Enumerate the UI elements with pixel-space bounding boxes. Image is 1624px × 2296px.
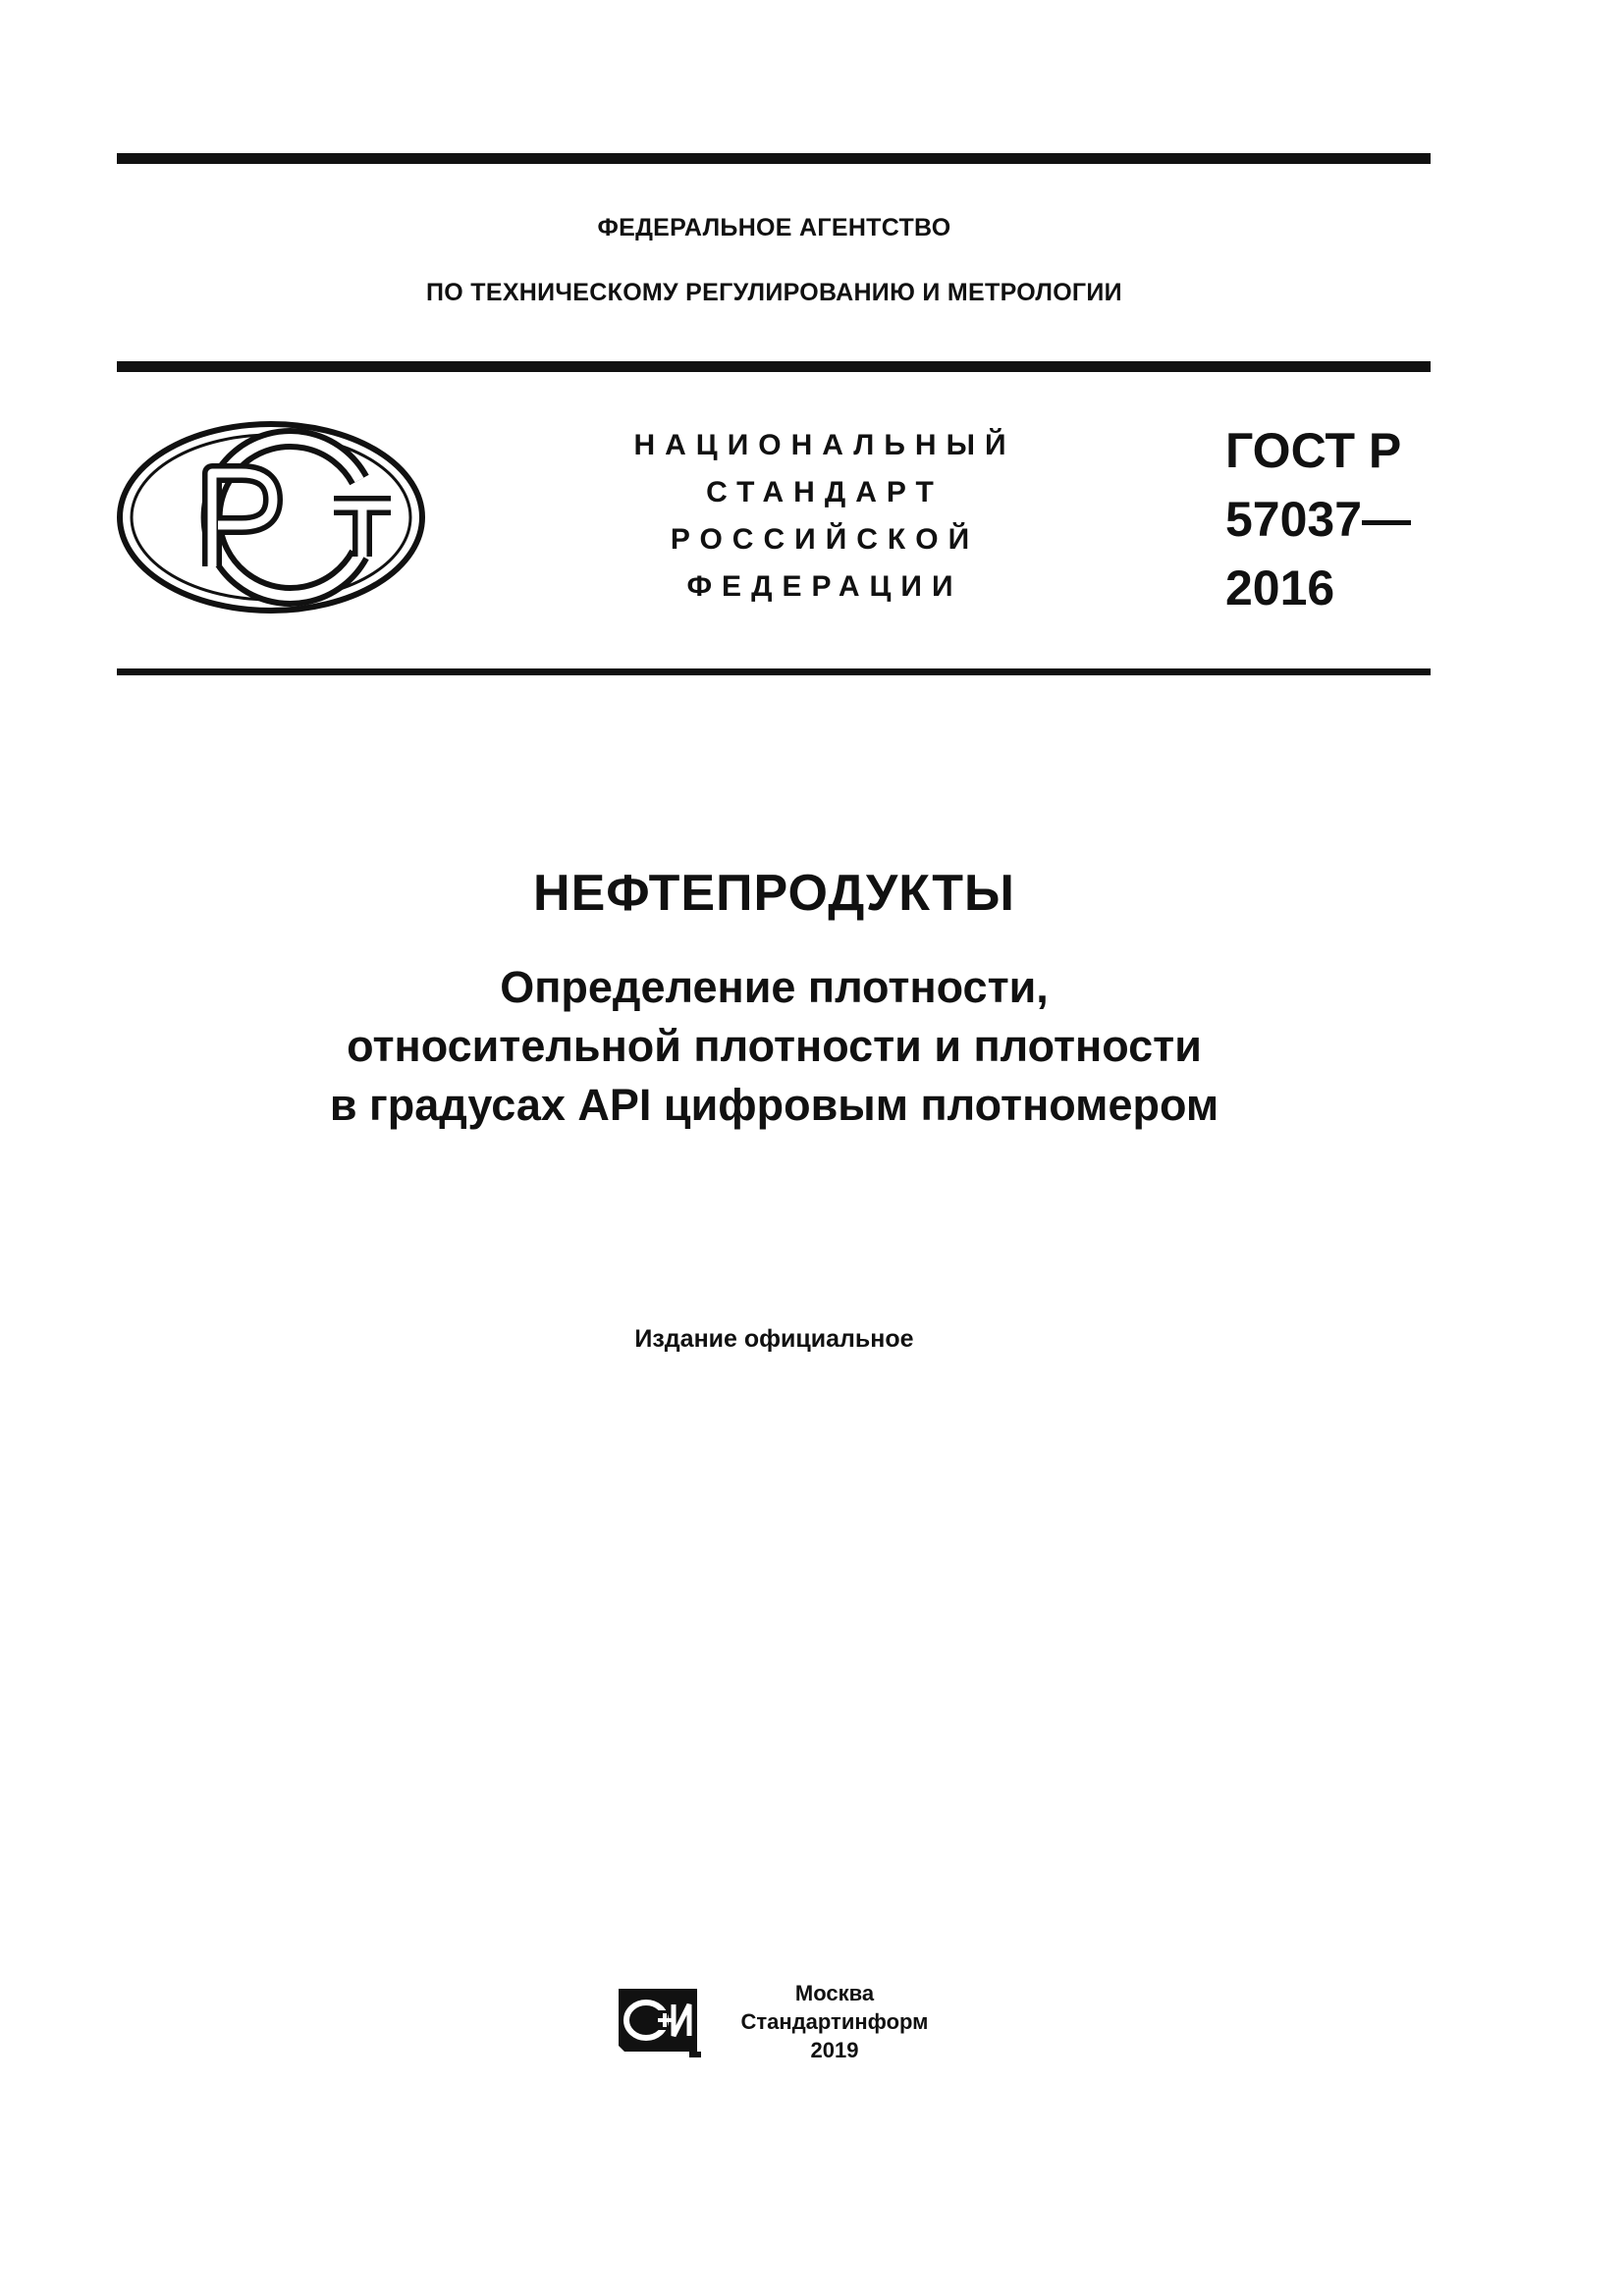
header-divider (117, 361, 1431, 372)
edition-note: Издание официальное (634, 1325, 914, 1353)
designation-line: РОССИЙСКОЙ (670, 523, 980, 556)
designation-line: НАЦИОНАЛЬНЫЙ (633, 429, 1016, 461)
subtitle-line: в градусах API цифровым плотномером (329, 1080, 1219, 1130)
document-subtitle (0, 958, 1548, 1135)
standartinform-logo-icon (611, 1983, 705, 2059)
subtitle-line: Определение плотности, (500, 962, 1049, 1012)
gost-number (1225, 416, 1411, 622)
rst-certification-logo-icon (116, 419, 426, 615)
designation-line: СТАНДАРТ (706, 476, 944, 508)
gost-year: 2016 (1225, 561, 1335, 615)
imprint-year: 2019 (810, 2038, 859, 2062)
standard-designation (550, 422, 1100, 611)
imprint-city: Москва (794, 1981, 875, 2005)
gost-code: 57037— (1225, 492, 1412, 547)
agency-name-line2: ПО ТЕХНИЧЕСКОМУ РЕГУЛИРОВАНИЮ И МЕТРОЛОГИИ (426, 279, 1122, 306)
imprint (727, 1979, 943, 2064)
imprint-publisher: Стандартинформ (740, 2009, 929, 2034)
designation-line: ФЕДЕРАЦИИ (686, 570, 963, 603)
subtitle-line: относительной плотности и плотности (347, 1021, 1202, 1071)
standard-divider (117, 668, 1431, 675)
agency-name-line1: ФЕДЕРАЛЬНОЕ АГЕНТСТВО (597, 214, 951, 241)
document-title: НЕФТЕПРОДУКТЫ (533, 865, 1015, 922)
gost-prefix: ГОСТ Р (1225, 423, 1402, 478)
top-divider (117, 153, 1431, 164)
